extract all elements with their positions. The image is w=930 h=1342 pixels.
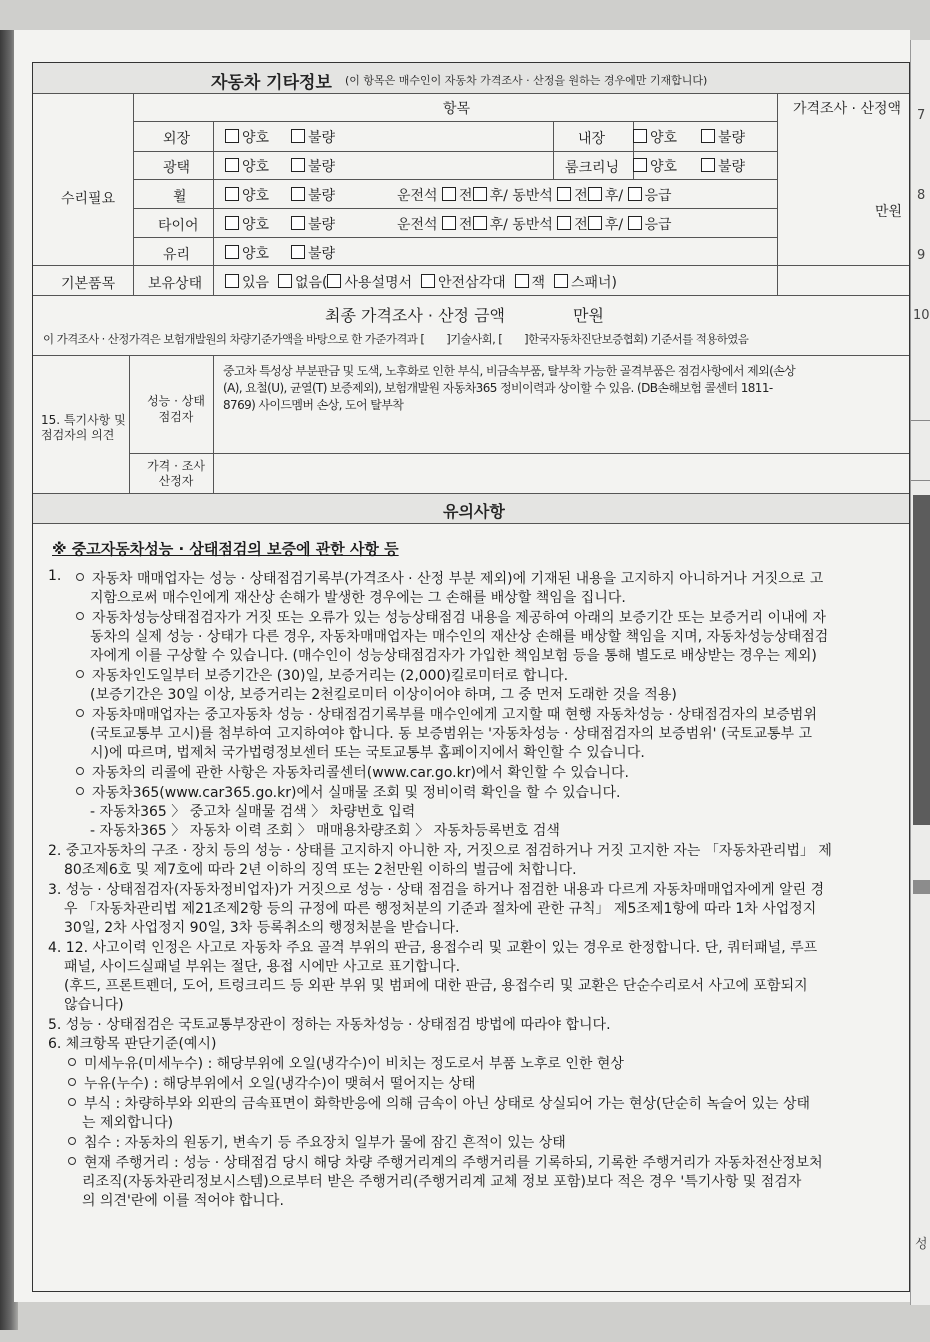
tire-driver-seat: 운전석 전 후/ 동반석 전 후/ 응급 (397, 217, 672, 233)
checkbox-glass-good[interactable]: 양호 (225, 243, 269, 263)
bullet-icon (68, 1098, 76, 1106)
side-number: 9 (917, 248, 926, 263)
checkbox-exterior-bad[interactable]: 불량 (291, 127, 335, 147)
bullet-icon (76, 767, 84, 775)
checkbox-gloss-bad[interactable]: 불량 (291, 156, 335, 176)
bullet-icon (76, 670, 84, 678)
inspector-label: 성능 · 상태 점검자 (147, 394, 205, 424)
bullet-icon (68, 1058, 76, 1066)
checkbox-gloss-good[interactable]: 양호 (225, 156, 269, 176)
bullet-icon (76, 787, 84, 795)
bullet-icon (76, 573, 84, 581)
side-number: 8 (917, 188, 926, 203)
wheel-driver-seat: 운전석 전 후/ 동반석 전 후/ 응급 (397, 188, 672, 204)
bullet-icon (76, 612, 84, 620)
appraiser-label: 가격 · 조사 산정자 (147, 459, 205, 488)
row-exterior: 외장 (163, 131, 191, 147)
bullet-icon (68, 1137, 76, 1145)
group-repair-needed: 수리필요 (61, 191, 116, 207)
section-15-label: 15. 특기사항 및 점검자의 의견 (41, 413, 126, 442)
group-basic-items: 기본품목 (61, 276, 116, 292)
inspector-opinion-text: 중고차 특성상 부분판금 및 도색, 노후화로 인한 부식, 비금속부품, 탈부착 가능한 골격부품은 점검사항에서 제외(손상 (A), 요철(U), 균열(T) 보증제외), 보험개발원 자동차365 정비이력과 상이할 수 있음. (DB손해보험 콜센터 1811- 8769) 사이드멤버 손상, 도어 탈부착 (223, 364, 796, 412)
adjacent-photo (913, 495, 930, 825)
row-room-cleaning: 룸크리닝 (565, 160, 620, 176)
row-tire: 타이어 (158, 218, 199, 234)
header-price: 가격조사 · 산정액 (793, 101, 902, 117)
bullet-icon (76, 709, 84, 717)
section-title: 자동차 기타정보 (211, 73, 332, 93)
row-possession: 보유상태 (148, 276, 203, 292)
side-text: 성 (915, 1237, 928, 1252)
notes-heading: ※ 중고자동차성능 · 상태점검의 보증에 관한 사항 등 (52, 540, 399, 558)
header-item: 항목 (443, 101, 471, 117)
row-interior: 내장 (578, 131, 606, 147)
row-gloss: 광택 (163, 160, 191, 176)
final-price-unit: 만원 (573, 306, 604, 325)
price-basis-text: 이 가격조사 · 산정가격은 보험개발원의 차량기준가액을 바탕으로 한 가준가격과 [ ]기술사회, [ ]한국자동차진단보증협회) 기준서를 적용하였음 (43, 332, 749, 346)
section-note: (이 항목은 매수인이 자동차 가격조사 · 산정을 원하는 경우에만 기재합니다) (345, 74, 708, 87)
checkbox-interior-good[interactable]: 양호 (633, 127, 677, 147)
checkbox-wheel-bad[interactable]: 불량 (291, 185, 335, 205)
side-number: 7 (917, 108, 926, 123)
bullet-icon (68, 1078, 76, 1086)
checkbox-glass-bad[interactable]: 불량 (291, 243, 335, 263)
checkbox-interior-bad[interactable]: 불량 (701, 127, 745, 147)
cautions-title: 유의사항 (443, 502, 505, 521)
checkbox-room-good[interactable]: 양호 (633, 156, 677, 176)
checkbox-tire-bad[interactable]: 불량 (291, 214, 335, 234)
side-number: 10 (913, 308, 930, 323)
price-unit: 만원 (875, 204, 903, 220)
adjacent-page-edge (910, 40, 930, 1305)
checkbox-exterior-good[interactable]: 양호 (225, 127, 269, 147)
row-wheel: 휠 (173, 189, 187, 205)
final-price-label: 최종 가격조사 · 산정 금액 (325, 306, 505, 325)
row-glass: 유리 (163, 247, 191, 263)
bullet-icon (68, 1157, 76, 1165)
checkbox-wheel-good[interactable]: 양호 (225, 185, 269, 205)
checkbox-room-bad[interactable]: 불량 (701, 156, 745, 176)
checkbox-tire-good[interactable]: 양호 (225, 214, 269, 234)
possession-options: 있음 없음( 사용설명서 안전삼각대 잭 스패너) (225, 272, 617, 292)
